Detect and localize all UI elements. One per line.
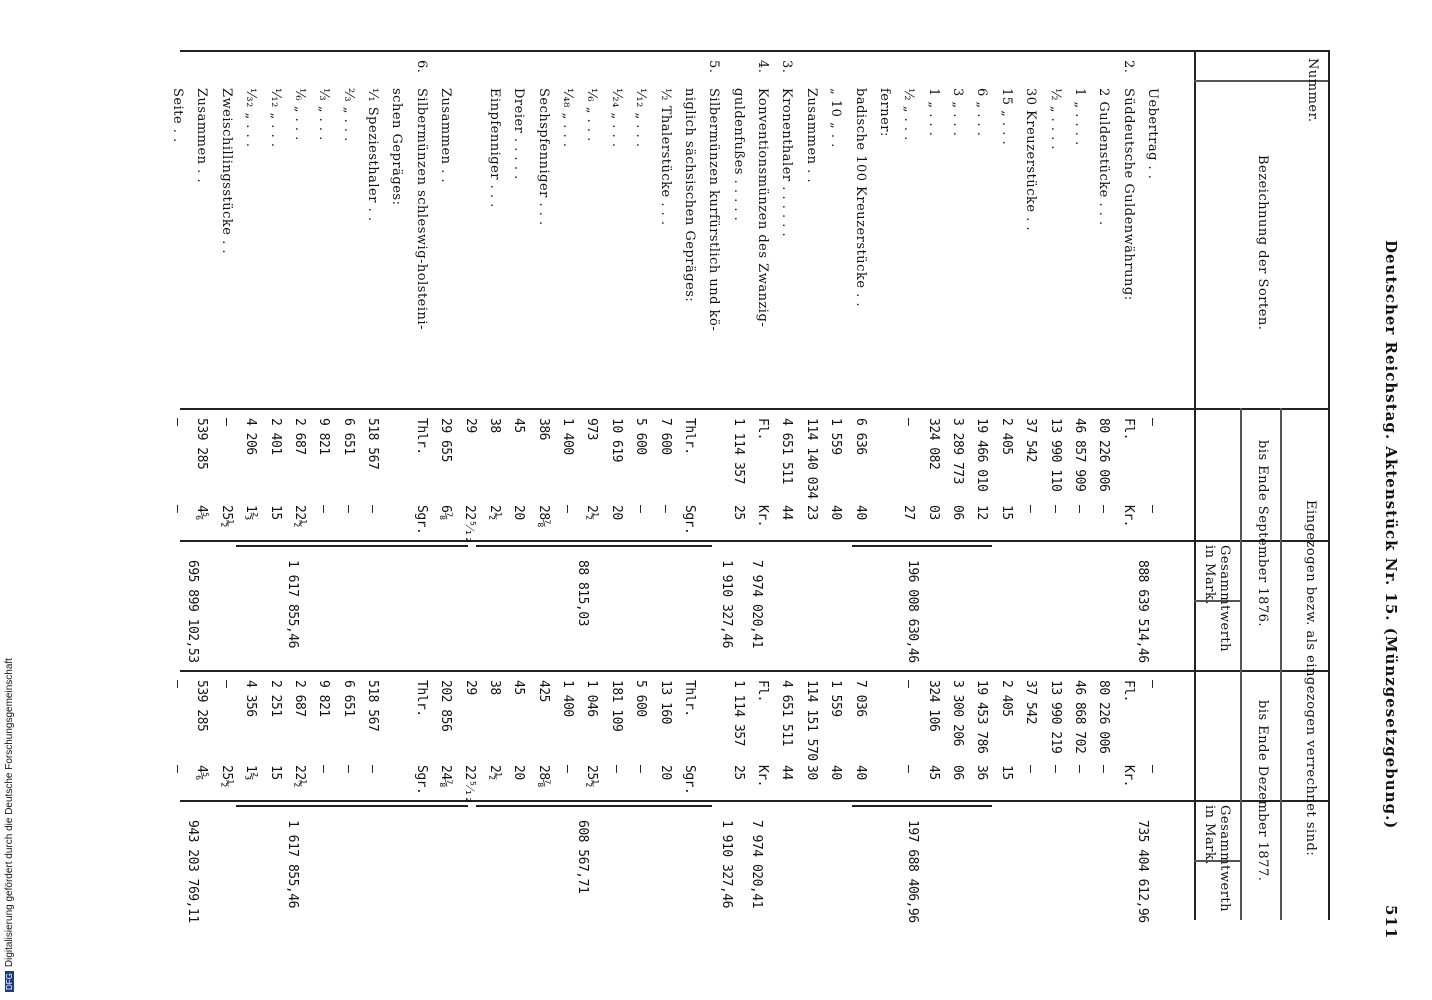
row-label: ⅓ „ . . . [316, 88, 332, 141]
value-period2: 518 567 [365, 680, 380, 732]
value-period1: 5 600 [633, 418, 649, 455]
value-period1-sub: 25 [730, 505, 746, 520]
value-period2-sub: — [633, 765, 649, 773]
value-period1: Fl. [1120, 418, 1136, 440]
sum2-label: Gesammtwerth in Mark. [1202, 805, 1232, 913]
row-label: 30 Kreuzerstücke . . [1023, 88, 1039, 232]
value-period1: 973 [584, 418, 600, 440]
value-period2-sub: — [1096, 765, 1112, 773]
sum1-label: Gesammtwerth in Mark. [1202, 545, 1232, 653]
sum-value: 88 815,03 [575, 560, 590, 626]
row-label: 2 Guldenstücke . . . [1096, 88, 1112, 226]
value-period2: 1 114 357 [730, 680, 746, 746]
row-label: badische 100 Kreuzerstücke . . [852, 88, 868, 308]
brace [476, 545, 712, 555]
value-period2: 4 356 [243, 680, 259, 717]
value-period1-sub: 28⅞ [535, 505, 551, 527]
value-period1: 37 542 [1023, 418, 1039, 462]
rule-designation [180, 408, 1330, 410]
value-period2: 1 046 [584, 680, 600, 717]
rule-period2 [180, 800, 1330, 802]
value-period1-sub: — [1023, 505, 1039, 513]
value-period2-sub: 45 [925, 765, 941, 780]
value-period2-sub: — [365, 765, 380, 773]
brace [236, 545, 468, 555]
value-period1: — [170, 418, 185, 426]
row-label: ¹⁄₃₂ „ . . . [243, 88, 259, 148]
dfg-logo: DFG [5, 973, 14, 990]
value-period2-sub: 25½ [584, 765, 600, 787]
row-label: Kronenthaler . . . . . . [779, 88, 795, 238]
value-period1-sub: 40 [852, 505, 868, 520]
value-period2: 19 453 786 [974, 680, 990, 754]
value-period2: 2 405 [998, 680, 1014, 717]
value-period2: Fl. [1120, 680, 1136, 702]
row-label: ferner: [876, 88, 892, 137]
value-period2-sub: 25 [730, 765, 746, 780]
value-period1: 1 114 357 [730, 418, 746, 484]
value-period1-sub: 44 [779, 505, 795, 520]
sum-value: 608 567,71 [575, 820, 590, 894]
value-period1-sub: — [316, 505, 332, 513]
value-period1: 4 206 [243, 418, 259, 455]
value-period1: 80 226 006 [1096, 418, 1112, 492]
row-label: ¹⁄₁₂ „ . . . [633, 88, 649, 148]
value-period1-sub: — [657, 505, 673, 513]
value-period2: 1 400 [560, 680, 575, 717]
col-designation: Bezeichnung der Sorten. [1255, 155, 1270, 331]
row-number: 6. [413, 60, 429, 74]
value-period2-sub: 36 [974, 765, 990, 780]
row-label: Seite . . [170, 88, 185, 143]
row-label: schen Gepräges: [389, 88, 405, 206]
row-label: ¹⁄₆ „ . . . [584, 88, 600, 142]
value-period1: 324 082 [925, 418, 941, 470]
value-period1-sub: 22½ [291, 505, 307, 527]
row-label: Einpfenniger . . . [486, 88, 502, 208]
value-period2: 29 [462, 680, 478, 695]
value-period2: 3 300 206 [950, 680, 965, 746]
sum-value: 1 910 327,46 [719, 560, 734, 648]
value-period2: — [170, 680, 185, 688]
value-period1: 19 466 010 [974, 418, 990, 492]
value-period1: — [218, 418, 234, 426]
value-period2-sub: 40 [852, 765, 868, 780]
value-period1: Fl. [755, 418, 770, 440]
period2-label: bis Ende Dezember 1877. [1255, 700, 1270, 882]
value-period2-sub: Kr. [755, 765, 770, 787]
value-period2: 13 990 219 [1047, 680, 1063, 754]
sum-value: 7 974 020,41 [749, 560, 764, 648]
value-period1-sub: Kr. [1120, 505, 1136, 527]
value-period1: 6 636 [852, 418, 868, 455]
row-label: 15 „ . . . [998, 88, 1014, 146]
value-period1: Thlr. [681, 418, 697, 455]
value-period1-sub: 2½ [486, 505, 502, 520]
value-period2-sub: Kr. [1120, 765, 1136, 787]
value-period1: 3 289 773 [950, 418, 965, 484]
row-label: Dreier . . . . . [511, 88, 527, 180]
value-period1-sub: 15 [267, 505, 283, 520]
value-period2: — [901, 680, 917, 688]
value-period2-sub: — [340, 765, 356, 773]
value-period1: 1 559 [828, 418, 844, 455]
value-period1-sub: — [170, 505, 185, 513]
brace [852, 805, 992, 815]
value-period1: 518 567 [365, 418, 380, 470]
value-period2-sub: 22⁵⁄₁₂ [461, 765, 477, 804]
value-period2: 1 559 [828, 680, 844, 717]
row-label: ½ Thalerstücke . . . [657, 88, 673, 226]
row-label: „ 10 „ . . [828, 88, 844, 148]
value-period1-sub: Sgr. [681, 505, 697, 535]
value-period2: 425 [535, 680, 551, 702]
row-label: guldenfußes . . . . . [730, 88, 746, 222]
value-period2-sub: 20 [511, 765, 527, 780]
sum-value: 888 639 514,46 [1135, 560, 1150, 663]
brace [236, 805, 468, 815]
rule-header-bottom [1194, 50, 1196, 920]
value-period1: 7 600 [657, 418, 673, 455]
value-period1-sub: 2½ [584, 505, 600, 520]
row-label: Zusammen . . [194, 88, 210, 184]
value-period1: 45 [511, 418, 527, 433]
rule-period1 [180, 540, 1330, 542]
value-period1-sub: 20 [608, 505, 624, 520]
col-nummer: Nummer. [1305, 58, 1320, 123]
value-period1-sub: — [1145, 505, 1160, 513]
value-period1-sub: 25½ [218, 505, 234, 527]
value-period2: 114 151 570 [803, 680, 819, 761]
row-label: ¹⁄₂₄ „ . . . [608, 88, 624, 148]
value-period1-sub: 4⅚ [194, 505, 210, 520]
row-label: Süddeutsche Guldenwährung: [1120, 88, 1136, 301]
row-label: ¹⁄₁₂ „ . . . [267, 88, 283, 148]
value-period2-sub: — [316, 765, 332, 773]
value-period2-sub: Sgr. [413, 765, 429, 795]
value-period2-sub: 4⅚ [194, 765, 210, 780]
value-period2-sub: — [1047, 765, 1063, 773]
footer-text: Digitalisierung gefördert durch die Deutsche Forschungsgemeinschaft [4, 658, 15, 968]
value-period1-sub: 1⅔ [243, 505, 259, 520]
value-period2-sub: 1⅔ [243, 765, 259, 780]
value-period1-sub: 6⅞ [438, 505, 454, 520]
value-period1: 2 405 [998, 418, 1014, 455]
row-label: Zusammen . . [438, 88, 454, 184]
value-period1: 29 655 [438, 418, 454, 462]
value-period1: 2 401 [267, 418, 283, 455]
page-number: 511 [1382, 905, 1400, 940]
value-period1-sub: — [1047, 505, 1063, 513]
value-period2: 5 600 [633, 680, 649, 717]
value-period2-sub: 25½ [218, 765, 234, 787]
row-number: 2. [1120, 60, 1136, 74]
value-period1: Thlr. [413, 418, 429, 455]
col-group: Eingezogen bezw. als eingezogen verrechnet sind: [1303, 500, 1318, 857]
value-period2: 2 687 [291, 680, 307, 717]
value-period2-sub: 40 [828, 765, 844, 780]
value-period2: 2 251 [267, 680, 283, 717]
value-period1-sub: — [340, 505, 356, 513]
rule-left-edge [180, 50, 1330, 52]
row-label: ½ „ . . . [901, 88, 917, 141]
row-label: 1 „ . . . . [1071, 88, 1087, 146]
row-label: ½ „ . . . . [1047, 88, 1063, 151]
value-period2-sub: 2½ [486, 765, 502, 780]
value-period1-sub: 12 [974, 505, 990, 520]
digitization-footer [4, 658, 15, 992]
row-label: 3 „ . . . [950, 88, 965, 137]
value-period1-sub: 40 [828, 505, 844, 520]
value-period1-sub: 20 [511, 505, 527, 520]
value-period2: — [1145, 680, 1160, 688]
value-period2: 80 226 006 [1096, 680, 1112, 754]
value-period2: 46 868 702 [1071, 680, 1087, 754]
sum-value: 943 203 769,11 [185, 820, 200, 923]
value-period1-sub: — [1071, 505, 1087, 513]
sum-value: 1 617 855,46 [285, 560, 300, 648]
value-period2-sub: 30 [803, 765, 819, 780]
value-period1-sub: 22⁵⁄₁₂ [461, 505, 477, 544]
row-label: niglich sächsischen Gepräges: [681, 88, 697, 303]
row-label: Sechspfenniger . . . [535, 88, 551, 226]
row-label: 1 „ . . . [925, 88, 941, 137]
value-period1: — [901, 418, 917, 426]
value-period2: Thlr. [681, 680, 697, 717]
sum-value: 197 688 406,96 [905, 820, 920, 923]
value-period2-sub: — [1145, 765, 1160, 773]
row-number: 5. [706, 60, 722, 74]
value-period2: 324 106 [925, 680, 941, 732]
value-period2: 539 285 [194, 680, 210, 732]
row-label: Zweischillingsstücke . . [218, 88, 234, 254]
row-label: Konventionsmünzen des Zwanzig- [755, 88, 770, 328]
value-period2-sub: Sgr. [681, 765, 697, 795]
brace [476, 805, 712, 815]
rule-group [1280, 408, 1282, 920]
row-label: ²⁄₃ „ . . . [340, 88, 356, 142]
sum-value: 7 974 020,41 [749, 820, 764, 908]
value-period1: 386 [535, 418, 551, 440]
value-period1: 9 821 [316, 418, 332, 455]
brace [852, 545, 992, 555]
value-period2: 9 821 [316, 680, 332, 717]
row-label: ⅙ „ . . . [291, 88, 307, 141]
value-period2-sub: — [1023, 765, 1039, 773]
row-label: Silbermünzen kurfürstlich und kö- [706, 88, 722, 332]
value-period2: Fl. [755, 680, 770, 702]
value-period1-sub: Sgr. [413, 505, 429, 535]
value-period2: 45 [511, 680, 527, 695]
value-period2: 7 036 [852, 680, 868, 717]
value-period2-sub: 15 [998, 765, 1014, 780]
value-period2: 4 651 511 [779, 680, 795, 746]
value-period2: — [218, 680, 234, 688]
value-period1-sub: 06 [950, 505, 965, 520]
row-label: ¹⁄₄₈ „ . . . [560, 88, 575, 148]
value-period1: 4 651 511 [779, 418, 795, 484]
period1-label: bis Ende September 1876. [1255, 440, 1270, 628]
value-period2-sub: 15 [267, 765, 283, 780]
value-period2-sub: — [560, 765, 575, 773]
value-period2-sub: 06 [950, 765, 965, 780]
value-period2-sub: 28⅞ [535, 765, 551, 787]
value-period2: 37 542 [1023, 680, 1039, 724]
value-period1: 13 990 110 [1047, 418, 1063, 492]
value-period1-sub: — [1096, 505, 1112, 513]
value-period1-sub: 27 [901, 505, 917, 520]
value-period2-sub: 20 [657, 765, 673, 780]
value-period1: 6 651 [340, 418, 356, 455]
value-period1-sub: — [633, 505, 649, 513]
value-period2: 202 856 [438, 680, 454, 732]
sum-value: 196 008 630,46 [905, 560, 920, 663]
value-period1: 38 [486, 418, 502, 433]
rule-sum1 [180, 670, 1330, 672]
value-period2: 13 160 [657, 680, 673, 724]
value-period1-sub: — [560, 505, 575, 513]
value-period1-sub: — [365, 505, 380, 513]
value-period1: 46 857 909 [1071, 418, 1087, 492]
sum-value: 1 910 327,46 [719, 820, 734, 908]
value-period1: 1 400 [560, 418, 575, 455]
value-period2-sub: 44 [779, 765, 795, 780]
value-period1-sub: 23 [803, 505, 819, 520]
sum-value: 1 617 855,46 [285, 820, 300, 908]
value-period2: 38 [486, 680, 502, 695]
rule-period [1240, 408, 1242, 920]
value-period1: 114 140 034 [803, 418, 819, 499]
sum-value: 735 404 612,96 [1135, 820, 1150, 923]
row-label: Silbermünzen schleswig-holsteini- [413, 88, 429, 330]
page-title: Deutscher Reichstag. Aktenstück Nr. 15. (Münzgesetzgebung.) [1382, 240, 1400, 830]
value-period2-sub: 22½ [291, 765, 307, 787]
value-period1-sub: 15 [998, 505, 1014, 520]
value-period2-sub: — [901, 765, 917, 773]
row-number: 3. [779, 60, 795, 74]
value-period2: Thlr. [413, 680, 429, 717]
value-period2-sub: — [1071, 765, 1087, 773]
row-label: Zusammen . . [803, 88, 819, 184]
value-period1-sub: Kr. [755, 505, 770, 527]
value-period1: 539 285 [194, 418, 210, 470]
sum-value: 695 899 102,53 [185, 560, 200, 663]
value-period2: 181 109 [608, 680, 624, 732]
value-period2: 6 651 [340, 680, 356, 717]
value-period1: 29 [462, 418, 478, 433]
row-number: 4. [755, 60, 770, 74]
value-period1: 2 687 [291, 418, 307, 455]
value-period1: — [1145, 418, 1160, 426]
value-period2-sub: 24⅞ [438, 765, 454, 787]
value-period1-sub: 03 [925, 505, 941, 520]
rule-top [1328, 50, 1330, 920]
value-period1: 10 619 [608, 418, 624, 462]
row-label: 6 „ . . . [974, 88, 990, 137]
row-label: Uebertrag . . [1145, 88, 1160, 180]
value-period2-sub: — [170, 765, 185, 773]
row-label: ¹⁄₁ Speziesthaler . . [365, 88, 380, 222]
value-period2-sub: — [608, 765, 624, 773]
